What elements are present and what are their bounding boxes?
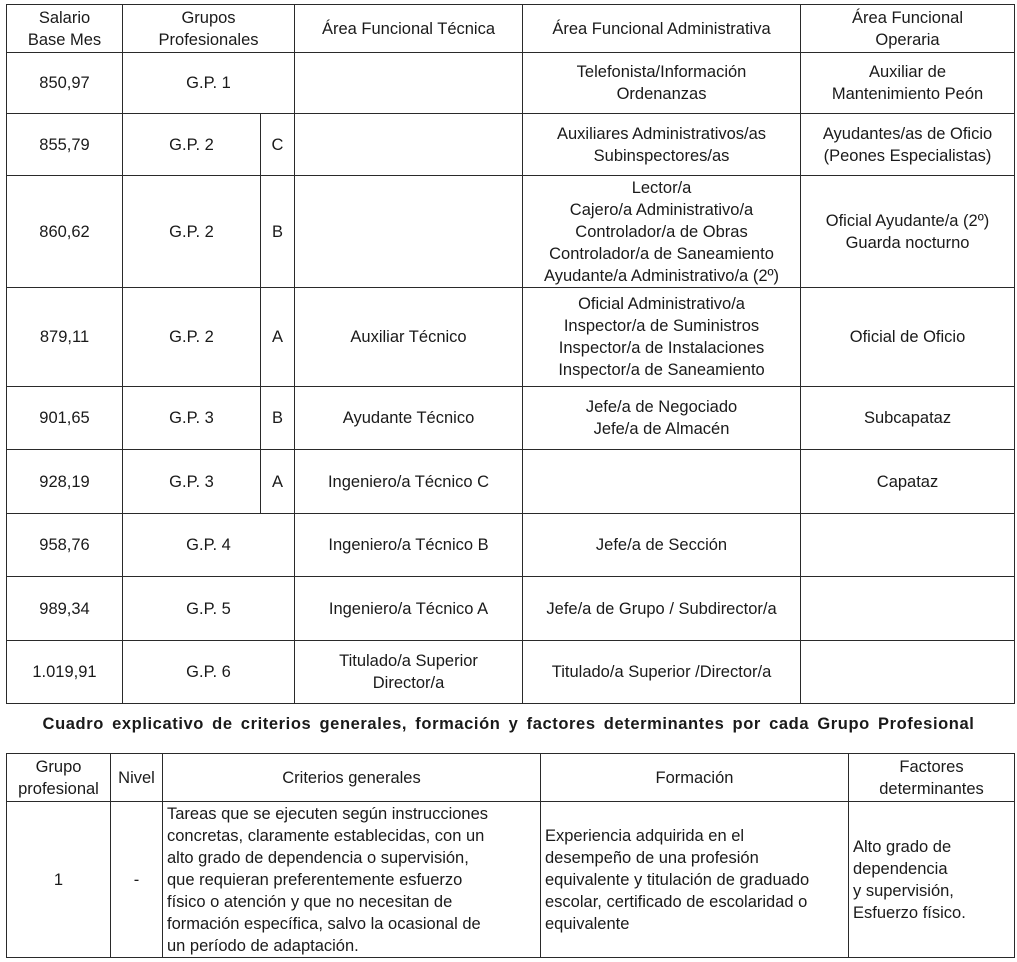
- cell-tecnica: [295, 176, 523, 288]
- cell-operaria: [801, 514, 1015, 577]
- cell-operaria: Subcapataz: [801, 387, 1015, 450]
- cell-grupo: G.P. 2: [123, 114, 261, 176]
- cell-nivel: A: [261, 288, 295, 387]
- table-row: [7, 641, 1015, 704]
- cell-tecnica: Auxiliar Técnico: [295, 288, 523, 387]
- table-row: [7, 450, 1015, 514]
- table-row: [7, 288, 1015, 387]
- cell-tecnica: Ingeniero/a Técnico C: [295, 450, 523, 514]
- cell-administrativa: Jefe/a de Sección: [523, 514, 801, 577]
- cell-nivel: B: [261, 176, 295, 288]
- criteria-table-header: [7, 754, 1015, 802]
- cell-grupo: G.P. 3: [123, 450, 261, 514]
- cell-nivel: A: [261, 450, 295, 514]
- table-row: [7, 387, 1015, 450]
- cell-salario: 958,76: [7, 514, 123, 577]
- header-operaria: Área Funcional Operaria: [801, 5, 1015, 53]
- cell-tecnica: Ingeniero/a Técnico A: [295, 577, 523, 641]
- cell-grupo: G.P. 5: [123, 577, 295, 641]
- cell-grupo: G.P. 3: [123, 387, 261, 450]
- header-grupo-profesional: Grupo profesional: [7, 754, 111, 802]
- header-criterios: Criterios generales: [163, 754, 541, 802]
- cell-tecnica: Titulado/a Superior Director/a: [295, 641, 523, 704]
- cell-salario: 879,11: [7, 288, 123, 387]
- salary-table: [6, 4, 1015, 704]
- cell-criterios: Tareas que se ejecuten según instrucciones concretas, claramente establecidas, con un alto grado de dependencia o supervisión, que requieran preferentemente esfuerzo físico o atención y que no necesitan de formación específica, salvo la ocasional de un período de adaptación.: [163, 802, 541, 958]
- cell-salario: 989,34: [7, 577, 123, 641]
- section-title: Cuadro explicativo de criterios generales, formación y factores determinantes por cada Grupo Profesional: [42, 715, 975, 733]
- cell-salario: 1.019,91: [7, 641, 123, 704]
- header-tecnica: Área Funcional Técnica: [295, 5, 523, 53]
- cell-salario: 928,19: [7, 450, 123, 514]
- cell-operaria: Auxiliar de Mantenimiento Peón: [801, 53, 1015, 114]
- cell-tecnica: [295, 114, 523, 176]
- salary-table-header: [7, 5, 1015, 53]
- cell-tecnica: Ayudante Técnico: [295, 387, 523, 450]
- cell-administrativa: Titulado/a Superior /Director/a: [523, 641, 801, 704]
- cell-grupo: G.P. 2: [123, 288, 261, 387]
- table-row: [7, 577, 1015, 641]
- cell-grupo: 1: [7, 802, 111, 958]
- cell-administrativa: Jefe/a de Grupo / Subdirector/a: [523, 577, 801, 641]
- cell-operaria: Oficial Ayudante/a (2º) Guarda nocturno: [801, 176, 1015, 288]
- cell-grupo: G.P. 4: [123, 514, 295, 577]
- cell-operaria: [801, 641, 1015, 704]
- cell-factores: Alto grado de dependencia y supervisión, Esfuerzo físico.: [849, 802, 1015, 958]
- cell-grupo: G.P. 2: [123, 176, 261, 288]
- cell-administrativa: Telefonista/Información Ordenanzas: [523, 53, 801, 114]
- cell-salario: 901,65: [7, 387, 123, 450]
- table-row: [7, 176, 1015, 288]
- cell-administrativa: Oficial Administrativo/a Inspector/a de Suministros Inspector/a de Instalaciones Inspector/a de Saneamiento: [523, 288, 801, 387]
- cell-nivel: -: [111, 802, 163, 958]
- cell-operaria: Ayudantes/as de Oficio (Peones Especialistas): [801, 114, 1015, 176]
- header-formacion: Formación: [541, 754, 849, 802]
- cell-administrativa: [523, 450, 801, 514]
- criteria-table: [6, 753, 1015, 958]
- cell-operaria: Oficial de Oficio: [801, 288, 1015, 387]
- table-row: [7, 802, 1015, 958]
- cell-nivel: B: [261, 387, 295, 450]
- header-salario: Salario Base Mes: [7, 5, 123, 53]
- header-grupos: Grupos Profesionales: [123, 5, 295, 53]
- cell-salario: 860,62: [7, 176, 123, 288]
- cell-salario: 850,97: [7, 53, 123, 114]
- table-row: [7, 514, 1015, 577]
- header-nivel: Nivel: [111, 754, 163, 802]
- table-row: [7, 114, 1015, 176]
- cell-tecnica: [295, 53, 523, 114]
- cell-operaria: [801, 577, 1015, 641]
- header-factores: Factores determinantes: [849, 754, 1015, 802]
- cell-formacion: Experiencia adquirida en el desempeño de una profesión equivalente y titulación de graduado escolar, certificado de escolaridad o equivalente: [541, 802, 849, 958]
- cell-grupo: G.P. 1: [123, 53, 295, 114]
- cell-nivel: C: [261, 114, 295, 176]
- cell-tecnica: Ingeniero/a Técnico B: [295, 514, 523, 577]
- cell-administrativa: Auxiliares Administrativos/as Subinspectores/as: [523, 114, 801, 176]
- cell-administrativa: Jefe/a de Negociado Jefe/a de Almacén: [523, 387, 801, 450]
- cell-administrativa: Lector/a Cajero/a Administrativo/a Controlador/a de Obras Controlador/a de Saneamiento Ayudante/a Administrativo/a (2º): [523, 176, 801, 288]
- cell-salario: 855,79: [7, 114, 123, 176]
- header-administrativa: Área Funcional Administrativa: [523, 5, 801, 53]
- table-row: [7, 53, 1015, 114]
- cell-grupo: G.P. 6: [123, 641, 295, 704]
- cell-operaria: Capataz: [801, 450, 1015, 514]
